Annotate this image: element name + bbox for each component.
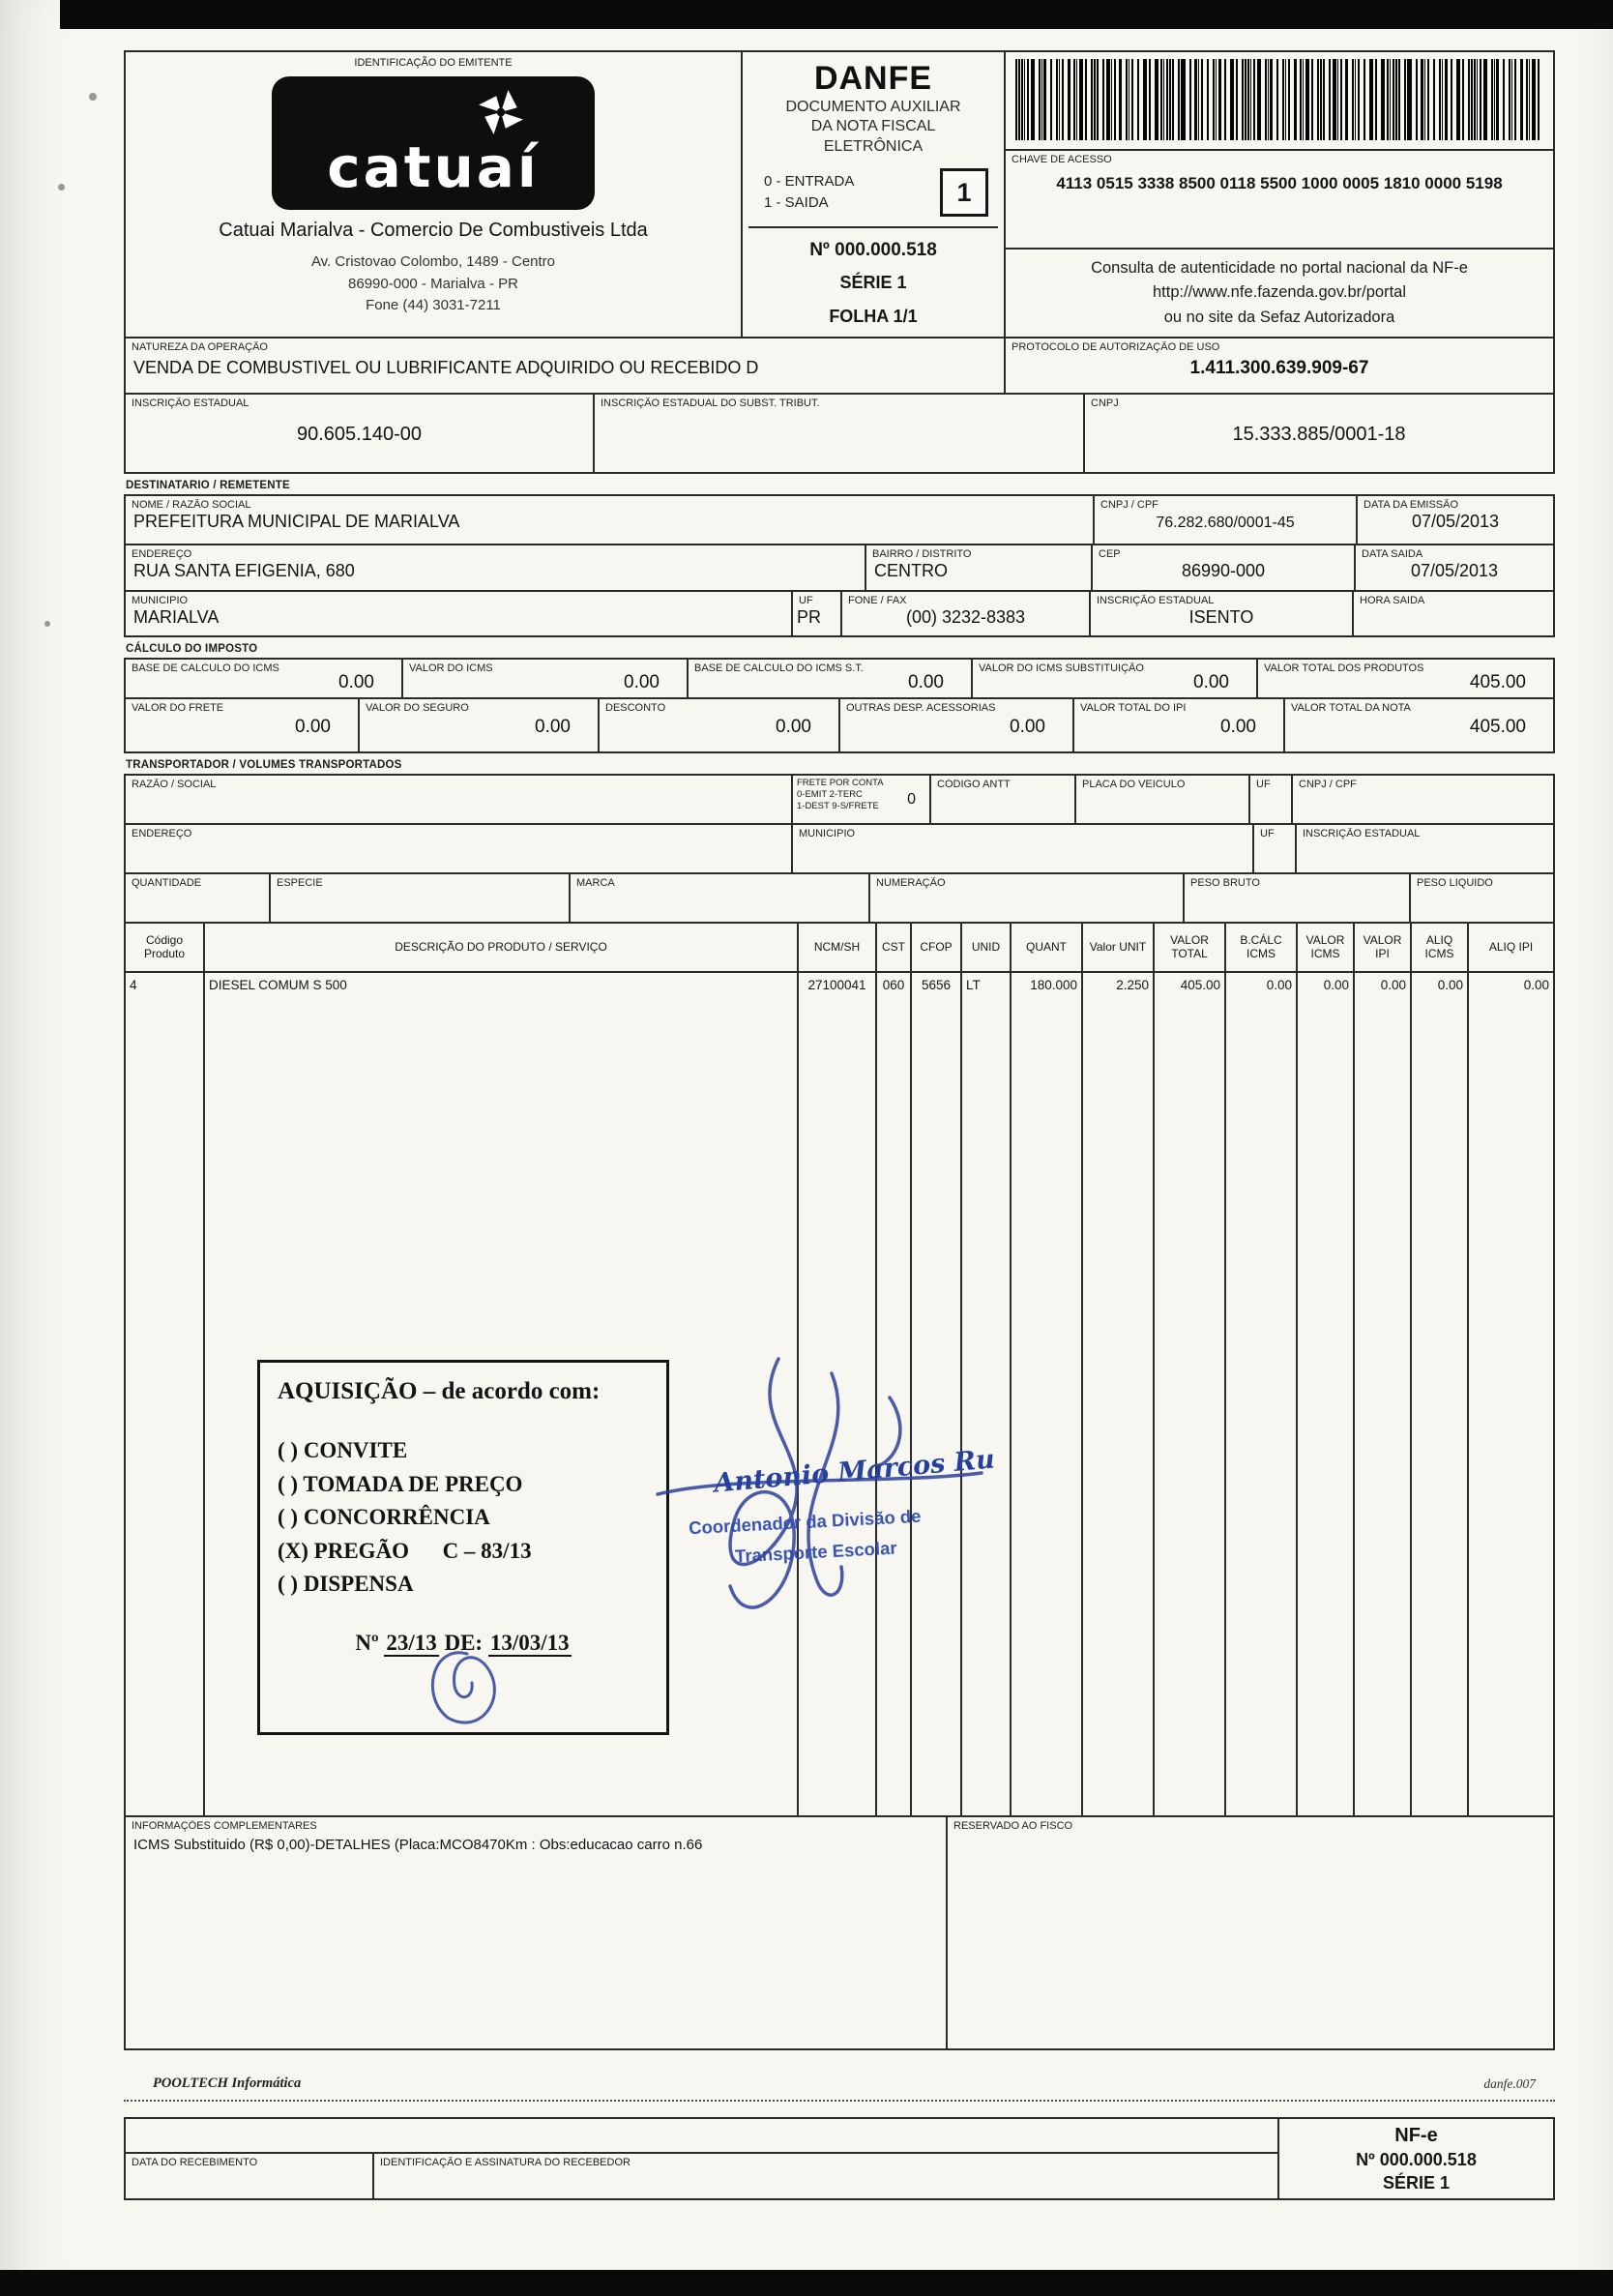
recipient-address-row <box>124 544 1555 592</box>
issuer-box-label: IDENTIFICAÇÃO DO EMITENTE <box>354 57 513 69</box>
subst-tax-registration-field <box>593 393 1085 474</box>
col-header-icms-rate: ALIQ ICMS <box>1410 922 1469 973</box>
product-quantity: 180.000 <box>1010 971 1083 1817</box>
icms-value-field <box>401 658 689 699</box>
carrier-name-field <box>124 774 793 825</box>
receipt-stub-left <box>124 2117 1279 2200</box>
col-header-product-code: Código Produto <box>124 922 205 973</box>
danfe-title: DANFE <box>813 60 933 97</box>
carrier-cnpj-field <box>1291 774 1555 825</box>
handwritten-signature-strokes <box>600 1339 1054 1678</box>
carrier-section-label: TRANSPORTADOR / VOLUMES TRANSPORTADOS <box>126 759 402 771</box>
carrier-city-label: MUNICIPIO <box>799 828 856 839</box>
gross-weight-field <box>1183 872 1411 924</box>
recipient-address-value: RUA SANTA EFIGENIA, 680 <box>133 561 355 580</box>
discount-field <box>598 697 840 753</box>
freight-value-label: VALOR DO FRETE <box>132 702 224 714</box>
col-header-unit: UNID <box>960 922 1012 973</box>
stamp-option-pregao-checked: (X) PREGÃO C – 83/13 <box>278 1538 532 1563</box>
perforation-line <box>124 2100 1555 2102</box>
carrier-ie-label: INSCRIÇÃO ESTADUAL <box>1303 828 1421 839</box>
freight-value-value: 0.00 <box>295 717 331 737</box>
icms-st-base-value: 0.00 <box>908 672 944 692</box>
product-ipi-rate: 0.00 <box>1467 971 1555 1817</box>
col-header-cfop: CFOP <box>910 922 962 973</box>
icms-base-label: BASE DE CALCULO DO ICMS <box>132 662 279 674</box>
signature-rubric <box>414 1642 514 1739</box>
uf-label: UF <box>799 595 813 606</box>
access-key-box <box>1004 50 1555 339</box>
brand-label: MARCA <box>576 877 615 889</box>
recipient-name-value: PREFEITURA MUNICIPAL DE MARIALVA <box>133 512 460 531</box>
nfe-series: SÉRIE 1 <box>839 273 907 293</box>
recipient-ie-field <box>1089 590 1354 637</box>
issuer-name: Catuai Marialva - Comercio De Combustiveis Ltda <box>219 220 648 241</box>
species-label: ESPECIE <box>277 877 323 889</box>
danfe-form <box>124 50 1555 2200</box>
city-field <box>124 590 793 637</box>
net-weight-field <box>1409 872 1555 924</box>
state-registration-field <box>124 393 595 474</box>
access-key-value: 4113 0515 3338 8500 0118 5500 1000 0005 1810 0000 5198 <box>1056 174 1503 192</box>
carrier-address-label: ENDEREÇO <box>132 828 192 839</box>
discount-label: DESCONTO <box>605 702 666 714</box>
operation-nature-label: NATUREZA DA OPERAÇÃO <box>132 341 268 353</box>
col-header-ncm: NCM/SH <box>797 922 877 973</box>
district-value: CENTRO <box>874 561 948 580</box>
cep-label: CEP <box>1099 548 1121 560</box>
scan-edge-bar-bottom <box>0 2270 1613 2296</box>
entrada-label: 0 - ENTRADA <box>764 172 855 190</box>
receipt-date-field <box>124 2152 374 2200</box>
nfe-sheet: FOLHA 1/1 <box>829 307 918 327</box>
tax-row-1 <box>124 658 1555 699</box>
city-label: MUNICIPIO <box>132 595 189 606</box>
carrier-cnpj-label: CNPJ / CPF <box>1299 779 1357 790</box>
access-key-label: CHAVE DE ACESSO <box>1012 154 1112 165</box>
departure-date-field <box>1354 544 1555 592</box>
catuai-logo <box>272 76 595 210</box>
issuer-identification-box <box>124 50 743 339</box>
freight-type-label: FRETE POR CONTA <box>797 778 884 788</box>
ipi-total-label: VALOR TOTAL DO IPI <box>1080 702 1187 714</box>
insurance-value-value: 0.00 <box>535 717 571 737</box>
carrier-uf-field <box>1248 774 1293 825</box>
receipt-stub-top-strip <box>124 2117 1279 2154</box>
carrier-row-3 <box>124 872 1555 924</box>
product-icms-rate: 0.00 <box>1410 971 1469 1817</box>
carrier-uf-label: UF <box>1256 779 1271 790</box>
entrada-saida-row <box>748 162 998 228</box>
scan-speck <box>58 184 65 191</box>
authorization-protocol-value: 1.411.300.639.909-67 <box>1189 358 1369 378</box>
complementary-info-label: INFORMAÇÕES COMPLEMENTARES <box>132 1820 317 1832</box>
danfe-subtitle-line2: DA NOTA FISCAL <box>810 118 936 135</box>
complementary-info-text: ICMS Substituido (R$ 0,00)-DETALHES (Placa:MCO8470Km : Obs:educacao carro n.66 <box>133 1837 703 1853</box>
icms-subst-label: VALOR DO ICMS SUBSTITUIÇÃO <box>979 662 1144 674</box>
stub-nfe-series: SÉRIE 1 <box>1382 2172 1451 2193</box>
danfe-subtitle-line1: DOCUMENTO AUXILIAR <box>785 99 961 115</box>
invoice-total-value: 405.00 <box>1469 717 1526 737</box>
recipient-address-field <box>124 544 866 592</box>
complementary-info-row <box>124 1815 1555 2050</box>
scan-edge-bar-top <box>60 0 1613 29</box>
other-expenses-field <box>838 697 1074 753</box>
reserved-fisco-field <box>946 1815 1555 2050</box>
stub-nfe-title: NF-e <box>1394 2124 1438 2146</box>
operation-nature-value: VENDA DE COMBUSTIVEL OU LUBRIFICANTE ADQUIRIDO OU RECEBIDO D <box>133 358 759 377</box>
invoice-total-field <box>1283 697 1555 753</box>
state-registration-value: 90.605.140-00 <box>296 424 422 445</box>
other-expenses-value: 0.00 <box>1010 717 1045 737</box>
icms-base-field <box>124 658 403 699</box>
signature-name: Antonio Marcos Ru <box>713 1444 996 1499</box>
danfe-subtitle-line3: ELETRÔNICA <box>823 137 924 155</box>
carrier-row-2 <box>124 823 1555 874</box>
carrier-address-field <box>124 823 793 874</box>
brand-field <box>569 872 870 924</box>
col-header-icms-value: VALOR ICMS <box>1296 922 1355 973</box>
icms-value-value: 0.00 <box>624 672 660 692</box>
numbering-field <box>868 872 1185 924</box>
access-key-area <box>1006 151 1553 250</box>
discount-value: 0.00 <box>776 717 811 737</box>
products-total-value: 405.00 <box>1469 672 1526 692</box>
stamp-option-dispensa: ( ) DISPENSA <box>278 1572 414 1596</box>
icms-subst-field <box>971 658 1258 699</box>
authorization-protocol-field <box>1004 337 1555 395</box>
freight-type-codes1: 0-EMIT 2-TERC <box>797 788 863 800</box>
district-label: BAIRRO / DISTRITO <box>872 548 972 560</box>
authenticity-url: http://www.nfe.fazenda.gov.br/portal <box>1152 283 1406 302</box>
product-icms-base: 0.00 <box>1224 971 1298 1817</box>
cep-field <box>1091 544 1356 592</box>
vehicle-plate-label: PLACA DO VEICULO <box>1082 779 1186 790</box>
recipient-address-label: ENDEREÇO <box>132 548 192 560</box>
issuer-cnpj-value: 15.333.885/0001-18 <box>1232 424 1406 445</box>
state-registration-label: INSCRIÇÃO ESTADUAL <box>132 397 249 409</box>
tax-section-label: CÁLCULO DO IMPOSTO <box>126 643 258 655</box>
product-total-value: 405.00 <box>1153 971 1226 1817</box>
print-footer <box>124 2075 1555 2092</box>
carrier-name-label: RAZÃO / SOCIAL <box>132 779 217 790</box>
product-icms-value: 0.00 <box>1296 971 1355 1817</box>
carrier-row-1 <box>124 774 1555 825</box>
tax-row-2 <box>124 697 1555 753</box>
recipient-city-row <box>124 590 1555 637</box>
recipient-ie-label: INSCRIÇÃO ESTADUAL <box>1097 595 1215 606</box>
operation-nature-row <box>124 337 1555 395</box>
city-value: MARIALVA <box>133 607 220 627</box>
col-header-icms-base: B.CÁLC ICMS <box>1224 922 1298 973</box>
saida-label: 1 - SAIDA <box>764 194 829 212</box>
col-header-description: DESCRIÇÃO DO PRODUTO / SERVIÇO <box>203 922 799 973</box>
product-ipi-value: 0.00 <box>1353 971 1412 1817</box>
stub-nfe-box <box>1277 2117 1555 2200</box>
barcode <box>1015 59 1543 140</box>
quantity-label: QUANTIDADE <box>132 877 202 889</box>
recipient-name-field <box>124 494 1095 545</box>
icms-subst-value: 0.00 <box>1193 672 1229 692</box>
receiver-signature-field <box>372 2152 1279 2200</box>
issuer-cnpj-field <box>1083 393 1555 474</box>
col-header-ipi-value: VALOR IPI <box>1353 922 1412 973</box>
authenticity-area <box>1006 250 1553 337</box>
stamp-date-prefix: DE: <box>444 1630 484 1655</box>
recipient-section-label: DESTINATARIO / REMETENTE <box>126 480 290 491</box>
uf-value: PR <box>797 607 822 627</box>
phone-value: (00) 3232-8383 <box>905 607 1026 627</box>
recipient-name-row <box>124 494 1555 545</box>
emission-date-label: DATA DA EMISSÃO <box>1364 499 1459 511</box>
col-header-unit-value: Valor UNIT <box>1081 922 1155 973</box>
stamp-option-concorrencia: ( ) CONCORRÊNCIA <box>278 1505 490 1529</box>
col-header-ipi-rate: ALIQ IPI <box>1467 922 1555 973</box>
authorization-protocol-label: PROTOCOLO DE AUTORIZAÇÃO DE USO <box>1012 341 1220 353</box>
carrier-ie-field <box>1295 823 1555 874</box>
stamp-number-value: 23/13 <box>386 1630 437 1655</box>
danfe-title-box <box>741 50 1006 339</box>
district-field <box>865 544 1093 592</box>
danfe-header <box>124 50 1555 339</box>
subst-tax-registration-label: INSCRIÇÃO ESTADUAL DO SUBST. TRIBUT. <box>601 397 820 409</box>
vehicle-plate-field <box>1074 774 1250 825</box>
net-weight-label: PESO LIQUIDO <box>1417 877 1493 889</box>
uf-field <box>791 590 842 637</box>
software-credit: POOLTECH Informática <box>153 2075 302 2091</box>
recipient-name-label: NOME / RAZÃO SOCIAL <box>132 499 251 511</box>
icms-base-value: 0.00 <box>338 672 374 692</box>
invoice-total-label: VALOR TOTAL DA NOTA <box>1291 702 1411 714</box>
icms-st-base-field <box>687 658 973 699</box>
quantity-field <box>124 872 271 924</box>
product-unit: LT <box>960 971 1012 1817</box>
icms-st-base-label: BASE DE CALCULO DO ICMS S.T. <box>694 662 864 674</box>
departure-time-field <box>1352 590 1555 637</box>
departure-time-label: HORA SAIDA <box>1360 595 1425 606</box>
freight-value-field <box>124 697 360 753</box>
form-code: danfe.007 <box>1483 2076 1536 2091</box>
operation-type-box: 1 <box>940 168 988 217</box>
departure-date-label: DATA SAIDA <box>1362 548 1423 560</box>
other-expenses-label: OUTRAS DESP. ACESSORIAS <box>846 702 996 714</box>
issuer-address-line2: 86990-000 - Marialva - PR <box>348 275 518 292</box>
receipt-stub <box>124 2117 1555 2200</box>
issuer-address-line1: Av. Cristovao Colombo, 1489 - Centro <box>310 253 556 270</box>
barcode-area <box>1006 52 1553 151</box>
emission-date-field <box>1356 494 1555 545</box>
recipient-cnpj-field <box>1093 494 1358 545</box>
signature-role-line1: Coordenador da Divisão de <box>688 1505 922 1539</box>
receiver-signature-label: IDENTIFICAÇÃO E ASSINATURA DO RECEBEDOR <box>380 2157 631 2168</box>
scan-speck <box>44 621 50 627</box>
products-total-field <box>1256 658 1555 699</box>
carrier-city-field <box>791 823 1254 874</box>
freight-type-field <box>791 774 931 825</box>
departure-date-value: 07/05/2013 <box>1410 561 1499 580</box>
entrada-saida-labels <box>764 171 854 215</box>
numbering-label: NUMERAÇÃO <box>876 877 946 889</box>
stamp-number-prefix: Nº <box>355 1630 379 1655</box>
scan-speck <box>89 93 97 101</box>
recipient-ie-value: ISENTO <box>1188 607 1254 627</box>
authenticity-line1: Consulta de autenticidade no portal nacional da NF-e <box>1091 258 1468 277</box>
stamp-date-value: 13/03/13 <box>489 1630 570 1655</box>
products-total-label: VALOR TOTAL DOS PRODUTOS <box>1264 662 1424 674</box>
phone-label: FONE / FAX <box>848 595 907 606</box>
col-header-quantity: QUANT <box>1010 922 1083 973</box>
col-header-cst: CST <box>875 922 912 973</box>
insurance-value-label: VALOR DO SEGURO <box>366 702 469 714</box>
recipient-cnpj-value: 76.282.680/0001-45 <box>1156 515 1295 531</box>
product-cst: 060 <box>875 971 912 1817</box>
product-unit-value: 2.250 <box>1081 971 1155 1817</box>
carrier-uf2-field <box>1252 823 1297 874</box>
complementary-info-field <box>124 1815 948 2050</box>
species-field <box>269 872 571 924</box>
issuer-address-line3: Fone (44) 3031-7211 <box>366 297 501 313</box>
authenticity-line3: ou no site da Sefaz Autorizadora <box>1163 308 1395 326</box>
reserved-fisco-label: RESERVADO AO FISCO <box>953 1820 1073 1832</box>
freight-type-value: 0 <box>907 791 916 808</box>
carrier-uf2-label: UF <box>1260 828 1275 839</box>
product-ncm: 27100041 <box>797 971 877 1817</box>
product-code: 4 <box>124 971 205 1817</box>
emission-date-value: 07/05/2013 <box>1411 512 1500 531</box>
icms-value-label: VALOR DO ICMS <box>409 662 493 674</box>
state-registration-row <box>124 393 1555 474</box>
receipt-date-label: DATA DO RECEBIMENTO <box>132 2157 258 2168</box>
stamp-option-convite: ( ) CONVITE <box>278 1438 408 1462</box>
phone-field <box>840 590 1091 637</box>
ipi-total-field <box>1072 697 1285 753</box>
product-cfop: 5656 <box>910 971 962 1817</box>
signature-role-line2: Transporte Escolar <box>734 1537 898 1567</box>
acquisition-stamp-title: AQUISIÇÃO – de acordo com: <box>278 1378 601 1404</box>
product-description: DIESEL COMUM S 500 <box>203 971 799 1817</box>
issuer-cnpj-label: CNPJ <box>1091 397 1119 409</box>
products-table-header <box>124 922 1555 973</box>
nfe-number: Nº 000.000.518 <box>809 240 937 261</box>
ipi-total-value: 0.00 <box>1220 717 1256 737</box>
stamp-option-tomada-de-preco: ( ) TOMADA DE PREÇO <box>278 1471 523 1496</box>
cep-value: 86990-000 <box>1181 561 1266 580</box>
insurance-value-field <box>358 697 600 753</box>
antt-code-label: CÓDIGO ANTT <box>937 779 1011 790</box>
stub-nfe-number: Nº 000.000.518 <box>1356 2149 1477 2169</box>
gross-weight-label: PESO BRUTO <box>1190 877 1260 889</box>
catuai-logo-text: catuaí <box>327 134 540 200</box>
operation-nature-field <box>124 337 1006 395</box>
antt-code-field <box>929 774 1076 825</box>
recipient-cnpj-label: CNPJ / CPF <box>1100 499 1158 511</box>
freight-type-codes2: 1-DEST 9-S/FRETE <box>797 800 879 811</box>
col-header-total-value: VALOR TOTAL <box>1153 922 1226 973</box>
